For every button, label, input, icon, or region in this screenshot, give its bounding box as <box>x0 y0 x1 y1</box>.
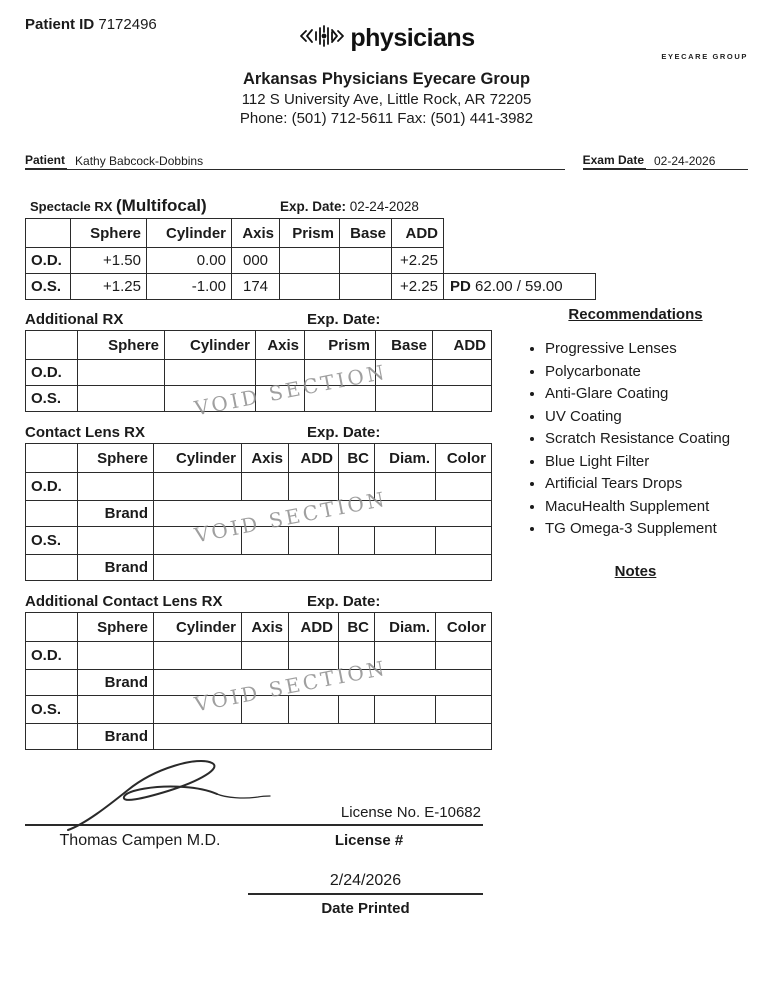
clinic-address: 112 S University Ave, Little Rock, AR 72205 <box>241 91 532 108</box>
additional-rx-od-row: O.D. <box>26 360 492 386</box>
recommendation-item: • Anti-Glare Coating <box>545 385 748 402</box>
doctor-name: Thomas Campen M.D. <box>59 832 221 849</box>
contact-lens-rx-title: Contact Lens RX <box>25 424 146 441</box>
recommendation-item: • Blue Light Filter <box>545 453 748 470</box>
additional-contact-lens-rx-title: Additional Contact Lens RX <box>25 593 223 610</box>
spectacle-rx-table <box>25 218 596 300</box>
pd-value: 62.00 / 59.00 <box>475 278 563 295</box>
spectacle-od-row: O.D. +1.50 0.00 000 +2.25 <box>26 248 596 274</box>
date-printed-value: 2/24/2026 <box>248 872 483 895</box>
void-section-stamp: VOID SECTION <box>192 486 390 548</box>
eyecare-logo-icon <box>298 22 346 55</box>
exam-date-value: 02-24-2026 <box>646 154 748 170</box>
rx-tables-column <box>25 306 495 750</box>
additional-contact-lens-rx-heading <box>25 588 495 612</box>
date-printed-label: Date Printed <box>321 900 410 917</box>
recommendations-title: Recommendations <box>568 306 703 323</box>
additional-contact-lens-os-row: O.S. <box>26 696 492 724</box>
additional-rx-table: Sphere Cylinder Axis Prism Base ADD O.D. O.S. <box>25 330 492 412</box>
clinic-phone-fax: Phone: (501) 712-5611 Fax: (501) 441-3982 <box>239 110 534 127</box>
logo-subtext: EYECARE GROUP <box>661 52 748 61</box>
recommendation-item: • Scratch Resistance Coating <box>545 430 748 447</box>
pd-label: PD <box>450 278 471 295</box>
additional-rx-heading <box>25 306 495 330</box>
recommendation-item: • TG Omega-3 Supplement <box>545 520 748 537</box>
patient-line <box>25 153 748 170</box>
patient-name: Kathy Babcock-Dobbins <box>67 154 565 170</box>
contact-lens-rx-void-section <box>25 443 495 581</box>
clinic-name: Arkansas Physicians Eyecare Group <box>242 70 531 88</box>
license-number: License No. E-10682 <box>340 804 481 821</box>
contact-lens-rx-exp-date: Exp. Date: <box>307 424 381 441</box>
logo-wordmark: physicians <box>350 24 475 52</box>
contact-lens-rx-table: Sphere Cylinder Axis ADD BC Diam. Color O.D. Brand O.S. Brand <box>25 443 492 581</box>
void-section-stamp: VOID SECTION <box>192 655 390 717</box>
signature-line <box>25 758 483 826</box>
additional-contact-lens-os-brand-row: Brand <box>26 724 492 750</box>
contact-lens-os-row: O.S. <box>26 527 492 555</box>
contact-lens-os-brand-row: Brand <box>26 555 492 581</box>
recommendations-list <box>545 340 748 537</box>
spectacle-os-row: O.S. +1.25 -1.00 174 +2.25 PD 62.00 / 59.00 <box>26 274 596 300</box>
date-printed-block <box>248 872 483 917</box>
recommendation-item: • Polycarbonate <box>545 363 748 380</box>
spectacle-rx-title: Spectacle RX (Multifocal) <box>30 196 207 215</box>
patient-id-value: 7172496 <box>98 16 157 33</box>
contact-lens-od-row: O.D. <box>26 473 492 501</box>
additional-contact-lens-rx-table: Sphere Cylinder Axis ADD BC Diam. Color O.D. Brand O.S. Brand <box>25 612 492 750</box>
recommendations-column <box>495 306 748 750</box>
void-section-stamp: VOID SECTION <box>192 359 390 421</box>
patient-id <box>25 16 157 33</box>
additional-rx-os-row: O.S. <box>26 386 492 412</box>
patient-label: Patient <box>25 153 67 170</box>
spectacle-rx-subtitle: (Multifocal) <box>116 196 207 215</box>
spectacle-exp-date: Exp. Date: 02-24-2028 <box>280 199 419 214</box>
additional-rx-exp-date: Exp. Date: <box>307 311 381 328</box>
doctor-signature <box>60 754 280 834</box>
spectacle-rx-heading <box>25 192 748 216</box>
additional-rx-void-section <box>25 330 495 421</box>
additional-contact-lens-od-brand-row: Brand <box>26 670 492 696</box>
notes-title: Notes <box>614 563 657 580</box>
spectacle-header-row: Sphere Cylinder Axis Prism Base ADD <box>26 219 596 248</box>
recommendation-item: • Artificial Tears Drops <box>545 475 748 492</box>
patient-id-label: Patient ID <box>25 16 95 33</box>
additional-contact-lens-rx-void-section <box>25 612 495 750</box>
signature-footer <box>25 758 483 917</box>
recommendation-item: • Progressive Lenses <box>545 340 748 357</box>
exam-date-label: Exam Date <box>583 153 646 170</box>
additional-contact-lens-rx-exp-date: Exp. Date: <box>307 593 381 610</box>
license-label: License # <box>334 832 404 849</box>
contact-lens-od-brand-row: Brand <box>26 501 492 527</box>
contact-lens-rx-heading <box>25 419 495 443</box>
additional-rx-title: Additional RX <box>25 311 124 328</box>
recommendation-item: • MacuHealth Supplement <box>545 498 748 515</box>
additional-contact-lens-od-row: O.D. <box>26 642 492 670</box>
recommendation-item: • UV Coating <box>545 408 748 425</box>
pd-cell <box>444 274 596 300</box>
